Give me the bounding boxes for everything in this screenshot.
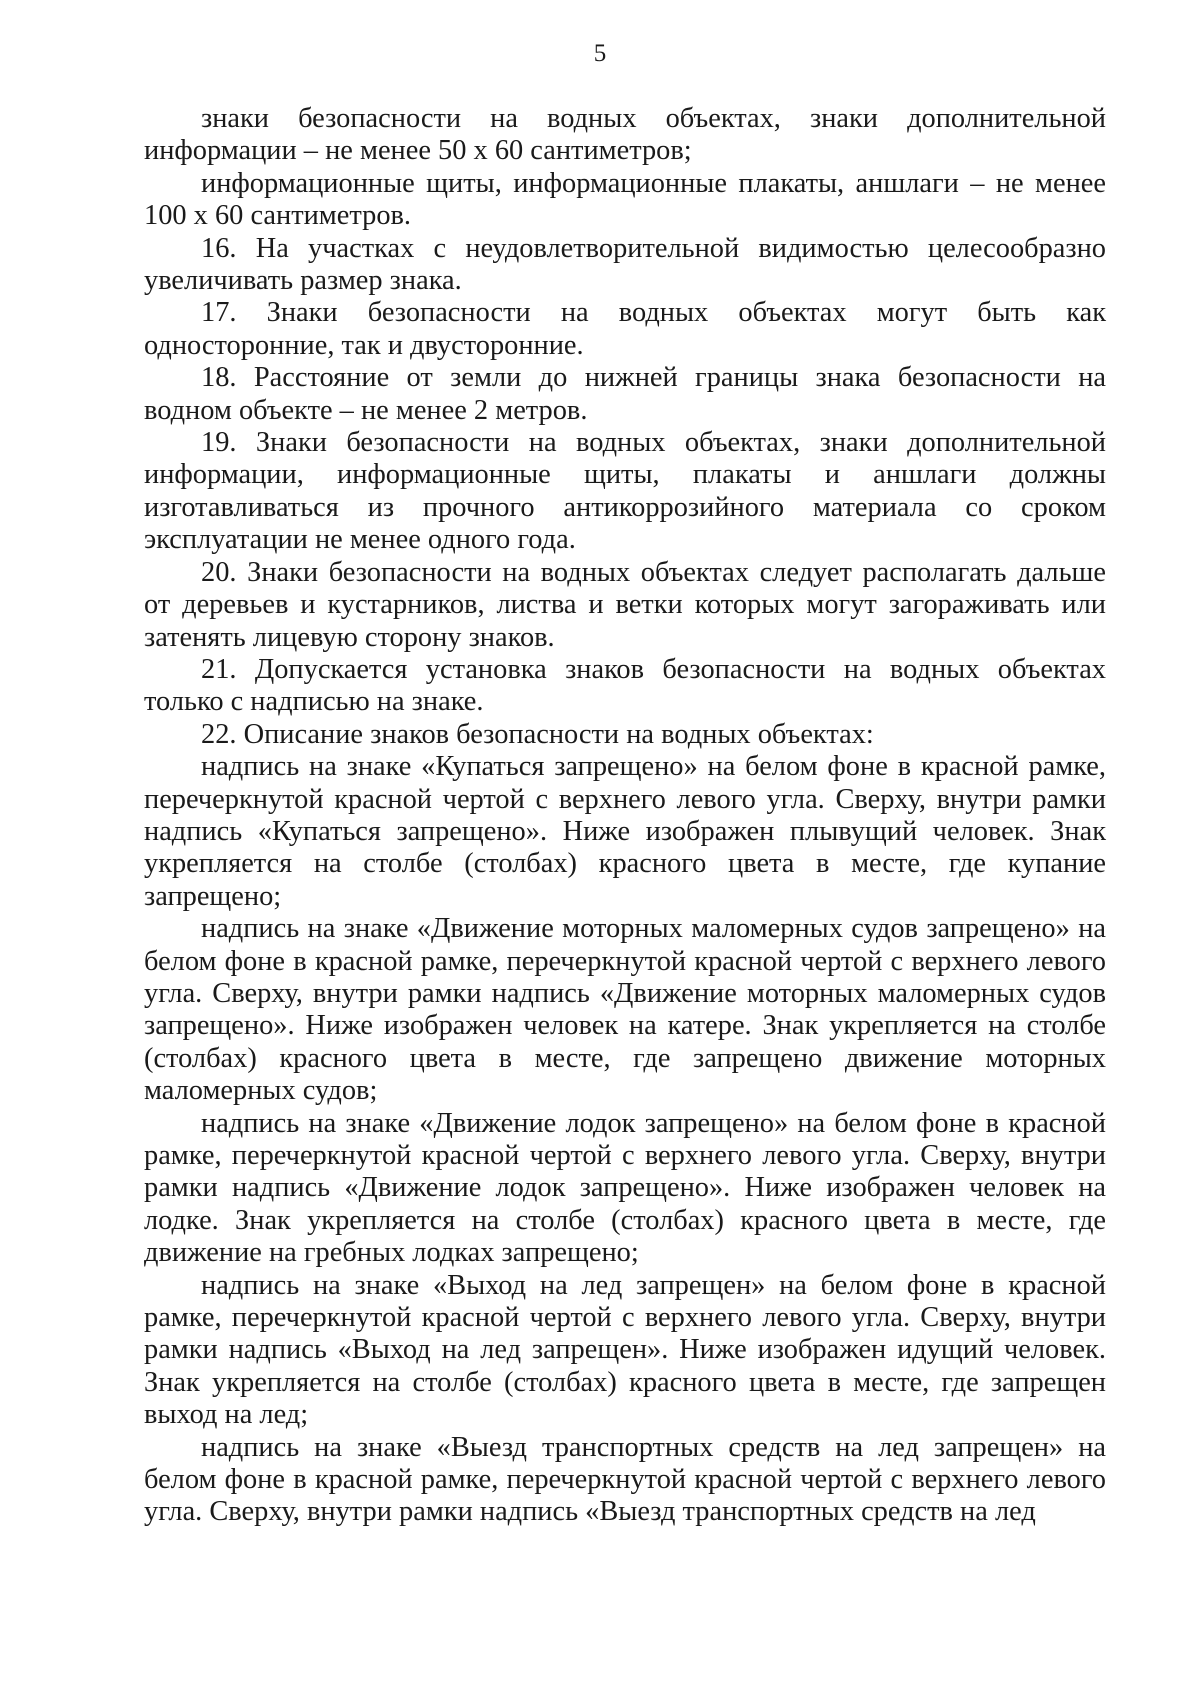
paragraph-sign-size-info-boards: информационные щиты, информационные плакаты, аншлаги – не менее 100 х 60 сантиметров. (144, 167, 1106, 232)
paragraph-16: 16. На участках с неудовлетворительной видимостью целесообразно увеличивать размер знака. (144, 232, 1106, 297)
page-number: 5 (593, 40, 607, 67)
paragraph-18: 18. Расстояние от земли до нижней границы знака безопасности на водном объекте – не менее 2 метров. (144, 362, 1106, 426)
paragraph-22: 22. Описание знаков безопасности на водных объектах: (201, 718, 874, 750)
paragraph-sign-no-boats: надпись на знаке «Движение лодок запрещено» на белом фоне в красной рамке, перечеркнутой красной чертой с верхнего левого угла. Сверху, внутри рамки надпись «Движение лодок запрещено». Ниже изображен человек на лодке. Знак укрепляется на столбе (столбах) красного цвета в месте, где движение на гребных лодках запрещено; (144, 1107, 1106, 1269)
paragraph-17: 17. Знаки безопасности на водных объектах могут быть как односторонние, так и двусторонние. (144, 297, 1106, 361)
paragraph-21: 21. Допускается установка знаков безопасности на водных объектах только с надписью на знаке. (144, 653, 1106, 718)
paragraph-sign-no-ice-walking: надпись на знаке «Выход на лед запрещен» на белом фоне в красной рамке, перечеркнутой красной чертой с верхнего левого угла. Сверху, внутри рамки надпись «Выход на лед запрещен». Ниже изображен идущий человек. Знак укрепляется на столбе (столбах) красного цвета в месте, где запрещен выход на лед; (144, 1269, 1106, 1431)
paragraph-sign-size-safety: знаки безопасности на водных объектах, знаки дополнительной информации – не менее 50 х 60 сантиметров; (144, 103, 1106, 167)
paragraph-19: 19. Знаки безопасности на водных объектах, знаки дополнительной информации, информационные щиты, плакаты и аншлаги должны изготавливаться из прочного антикоррозийного материала со сроком эксплуатации не менее одного года. (144, 427, 1106, 556)
paragraph-20: 20. Знаки безопасности на водных объектах следует располагать дальше от деревьев и кустарников, листва и ветки которых могут загораживать или затенять лицевую сторону знаков. (144, 556, 1106, 653)
paragraph-sign-no-vehicles-on-ice: надпись на знаке «Выезд транспортных средств на лед запрещен» на белом фоне в красной рамке, перечеркнутой красной чертой с верхнего левого угла. Сверху, внутри рамки надпись «Выезд транспортных средств на лед (144, 1431, 1106, 1528)
paragraph-sign-no-motor-boats: надпись на знаке «Движение моторных маломерных судов запрещено» на белом фоне в красной рамке, перечеркнутой красной чертой с верхнего левого угла. Сверху, внутри рамки надпись «Движение моторных маломерных судов запрещено». Ниже изображен человек на катере. Знак укрепляется на столбе (столбах) красного цвета в месте, где запрещено движение моторных маломерных судов; (144, 913, 1106, 1107)
paragraph-sign-no-swimming: надпись на знаке «Купаться запрещено» на белом фоне в красной рамке, перечеркнутой красной чертой с верхнего левого угла. Сверху, внутри рамки надпись «Купаться запрещено». Ниже изображен плывущий человек. Знак укрепляется на столбе (столбах) красного цвета в месте, где купание запрещено; (144, 751, 1106, 912)
document-body (144, 103, 1106, 1529)
